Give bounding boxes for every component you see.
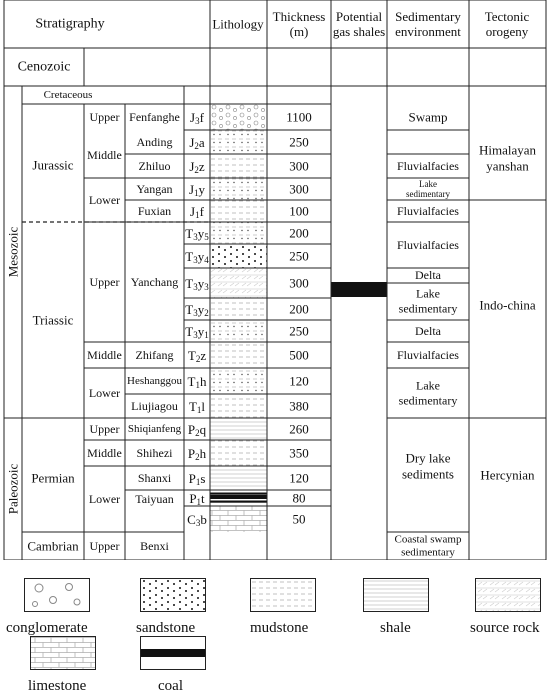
thickness-value: 200 (289, 301, 309, 317)
legend-label-source-rock: source rock (470, 620, 540, 636)
thickness-value: 250 (289, 248, 309, 264)
formation-code: $T_3y_5$ (185, 225, 209, 242)
header-potential-gas-shales-line-2: gas shales (332, 24, 386, 39)
formation-code: $J_3f$ (190, 109, 204, 126)
series-jurassic-lower: Lower (88, 193, 121, 207)
thickness-value: 120 (289, 373, 309, 389)
formation-code: $P_2h$ (187, 445, 207, 462)
series-permian-lower: Lower (88, 492, 121, 506)
series-jurassic-middle: Middle (87, 148, 122, 162)
lithology-pattern-shale (210, 466, 267, 490)
formation-code: $T_1l$ (188, 398, 206, 415)
formation-shanxi: Shanxi (137, 471, 172, 485)
series-jurassic-upper: Upper (89, 110, 120, 124)
thickness-value: 380 (289, 398, 309, 414)
env-coastal-swamp-sedimentary-line-1: Coastal swamp (394, 533, 462, 546)
formation-code: $J_2z$ (189, 158, 205, 175)
env-lake-sedimentary-line-1: Lake (416, 286, 440, 301)
env-lake-sedimentary-line-2: sedimentary (398, 393, 458, 408)
formation-yangan: Yangan (136, 182, 173, 196)
lithology-pattern-mudstone (210, 130, 267, 154)
env-dry-lake-sediments-line-1: Dry lake (405, 450, 451, 466)
formation-code: $T_3y_4$ (185, 248, 209, 265)
formation-code: $T_2z$ (187, 347, 207, 364)
env-lake-sedimentary-line-1: Lake (416, 378, 440, 393)
lithology-pattern-mudstone (210, 298, 267, 320)
formation-code: $J_1f$ (190, 203, 204, 220)
header-stratigraphy: Stratigraphy (35, 16, 105, 32)
thickness-value: 100 (289, 203, 309, 219)
formation-benxi: Benxi (140, 539, 169, 553)
tectonic-himalayan-yanshan-line-2: yanshan (486, 158, 529, 174)
lithology-pattern-shale (210, 418, 267, 440)
env-lake-sedimentary-line-2: sedimentary (398, 301, 458, 316)
lithology-pattern-mudstone (210, 154, 267, 178)
series-triassic-middle: Middle (87, 348, 122, 362)
lithology-pattern-mudstone (210, 222, 267, 244)
era-mesozoic: Mesozoic (5, 226, 21, 278)
era-cenozoic: Cenozoic (17, 59, 71, 75)
env-fluvialfacies: Fluvialfacies (397, 159, 459, 173)
legend-label-limestone: limestone (28, 678, 87, 694)
legend-swatch-coal (140, 636, 206, 670)
env-swamp: Swamp (408, 109, 448, 125)
tectonic-indo-china: Indo-china (479, 297, 536, 313)
env-lake-sedimentary-small-line-1: Lake (419, 179, 437, 189)
env-lake-sedimentary-small-line-2: sedimentary (406, 189, 450, 199)
thickness-value: 350 (289, 445, 309, 461)
tectonic-himalayan-yanshan-line-1: Himalayan (478, 142, 537, 158)
legend-label-conglomerate: conglomerate (6, 620, 88, 636)
thickness-value: 120 (289, 470, 309, 486)
formation-fenfanghe: Fenfanghe (129, 110, 180, 124)
thickness-value: 300 (289, 158, 309, 174)
lithology-pattern-mudstone (210, 342, 267, 368)
formation-shihezi: Shihezi (136, 446, 173, 460)
formation-code: $J_2a$ (189, 134, 205, 151)
lithology-pattern-conglomerate (210, 104, 267, 130)
formation-anding: Anding (136, 135, 173, 149)
formation-zhiluo: Zhiluo (138, 159, 171, 173)
env-delta: Delta (415, 268, 441, 282)
system-triassic: Triassic (32, 312, 74, 328)
header-lithology: Lithology (212, 16, 264, 32)
legend-swatch-sandstone (140, 578, 206, 612)
formation-code: $T_1h$ (187, 373, 207, 390)
era-paleozoic: Paleozoic (5, 463, 21, 515)
formation-fuxian: Fuxian (137, 204, 172, 218)
formation-code: $J_1y$ (188, 181, 206, 198)
formation-code: $P_1t$ (189, 490, 205, 507)
formation-code: $T_3y_3$ (185, 275, 209, 292)
system-permian: Permian (31, 470, 75, 486)
env-fluvialfacies: Fluvialfacies (397, 204, 459, 218)
series-cambrian-upper: Upper (89, 539, 120, 553)
formation-heshanggou: Heshanggou (127, 375, 182, 387)
env-fluvialfacies: Fluvialfacies (397, 238, 459, 252)
header-potential-gas-shales-line-1: Potential (335, 9, 383, 24)
thickness-value: 500 (289, 347, 309, 363)
header-thickness-line-1: Thickness (272, 9, 326, 24)
thickness-value: 1100 (286, 109, 312, 125)
legend-label-coal: coal (158, 678, 183, 694)
lithology-pattern-limestone (210, 506, 267, 532)
header-thickness-line-2: (m) (289, 24, 309, 39)
header-sedimentary-environment-line-1: Sedimentary (395, 9, 461, 24)
env-dry-lake-sediments-line-2: sediments (402, 466, 454, 482)
legend-swatch-conglomerate (24, 578, 90, 612)
legend-swatch-source-rock (475, 578, 541, 612)
formation-code: $C_3b$ (187, 511, 207, 528)
system-cretaceous: Cretaceous (43, 89, 93, 101)
thickness-value: 260 (289, 421, 309, 437)
series-permian-middle: Middle (87, 446, 122, 460)
potential-gas-shale-bar (331, 282, 387, 297)
lithology-pattern-sandstone (210, 244, 267, 268)
env-coastal-swamp-sedimentary-line-2: sedimentary (401, 546, 455, 559)
lithology-pattern-mudstone (210, 320, 267, 342)
formation-code: $T_3y_2$ (185, 301, 209, 318)
legend-label-mudstone: mudstone (250, 620, 309, 636)
thickness-value: 200 (289, 225, 309, 241)
lithology-pattern-mudstone (210, 368, 267, 394)
lithology-pattern-mudstone (210, 200, 267, 222)
legend-label-shale: shale (380, 620, 411, 636)
thickness-value: 300 (289, 275, 309, 291)
system-cambrian: Cambrian (27, 538, 79, 554)
system-jurassic: Jurassic (32, 157, 74, 173)
lithology-pattern-mudstone (210, 178, 267, 200)
thickness-value: 300 (289, 181, 309, 197)
formation-taiyuan: Taiyuan (135, 492, 174, 506)
env-fluvialfacies: Fluvialfacies (397, 348, 459, 362)
formation-code: $P_2q$ (187, 421, 207, 438)
formation-shiqianfeng: Shiqianfeng (127, 423, 182, 435)
series-permian-upper: Upper (89, 422, 120, 436)
thickness-value: 50 (292, 511, 306, 527)
legend-swatch-mudstone (250, 578, 316, 612)
env-delta: Delta (415, 324, 441, 338)
header-tectonic-orogeny-line-2: orogeny (485, 24, 529, 39)
series-triassic-upper: Upper (89, 275, 120, 289)
header-tectonic-orogeny-line-1: Tectonic (484, 9, 530, 24)
legend-label-sandstone: sandstone (136, 620, 196, 636)
formation-yanchang: Yanchang (130, 275, 179, 289)
header-sedimentary-environment-line-2: environment (395, 24, 461, 39)
formation-liujiagou: Liujiagou (131, 399, 178, 413)
thickness-value: 250 (289, 134, 309, 150)
tectonic-hercynian: Hercynian (480, 467, 535, 483)
series-triassic-lower: Lower (88, 386, 121, 400)
lithology-pattern-source-rock (210, 268, 267, 298)
lithology-pattern-mudstone (210, 394, 267, 418)
coal-seam (210, 495, 267, 499)
legend-swatch-shale (363, 578, 429, 612)
formation-code: $P_1s$ (188, 470, 206, 487)
formation-code: $T_3y_1$ (185, 323, 209, 340)
thickness-value: 250 (289, 323, 309, 339)
lithology-pattern-mudstone (210, 440, 267, 466)
formation-zhifang: Zhifang (135, 348, 174, 362)
legend-swatch-limestone (30, 636, 96, 670)
thickness-value: 80 (292, 490, 306, 506)
